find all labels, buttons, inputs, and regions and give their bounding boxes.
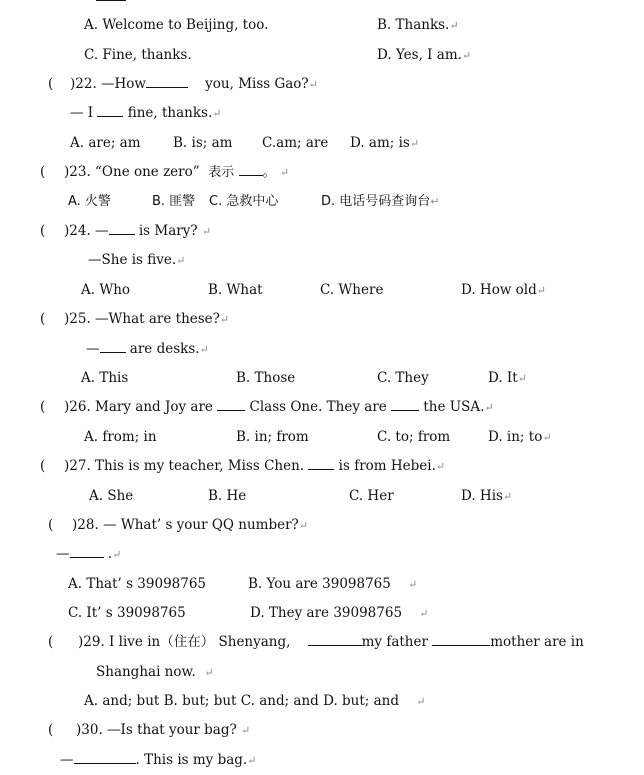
return-mark: ↵	[449, 19, 459, 32]
q24-option-b: B. What	[208, 282, 263, 298]
return-mark: ↵	[279, 166, 290, 179]
q25-reply: — are desks.↵	[86, 341, 209, 357]
q28-option-a: A. That’ s 39098765	[68, 576, 207, 592]
q29-blank-2	[432, 633, 490, 646]
q24-option-a: A. Who	[81, 282, 131, 298]
q29-blank-1	[308, 633, 362, 646]
return-mark: ↵	[409, 137, 420, 150]
q28-stem: )28. — What’ s your QQ number?↵	[72, 517, 309, 533]
q27-option-c: C. Her	[349, 488, 394, 504]
return-mark: ↵	[176, 254, 186, 267]
q23-option-c: C. 急救中心	[209, 194, 279, 209]
q29-paren: (	[48, 634, 54, 650]
q28-paren: (	[48, 517, 54, 533]
q24-stem: )24. — is Mary? ↵	[64, 223, 212, 239]
q26-option-a: A. from; in	[84, 429, 157, 445]
q23-option-b: B. 匪警	[152, 194, 196, 209]
q22-paren: (	[48, 76, 54, 92]
q25-paren: (	[40, 311, 46, 327]
return-mark: ↵	[502, 490, 513, 503]
q22-stem: )22. —How you, Miss Gao?↵	[70, 76, 318, 92]
return-mark: ↵	[416, 695, 426, 708]
q27-option-d: D. His↵	[461, 488, 513, 504]
q25-option-d: D. It↵	[488, 370, 527, 386]
return-mark: ↵	[201, 225, 212, 238]
q22-option-c: C.am; are	[262, 135, 329, 151]
q25-stem: )25. —What are these?↵	[64, 311, 230, 327]
return-mark: ↵	[536, 284, 546, 297]
q29-options: A. and; but B. but; but C. and; and D. but; and ↵	[84, 693, 426, 709]
return-mark: ↵	[484, 401, 494, 414]
q21-option-d: D. Yes, I am.↵	[377, 47, 472, 63]
q21-option-a: A. Welcome to Beijing, too.	[84, 17, 269, 33]
q30-blank	[74, 751, 136, 764]
return-mark: ↵	[212, 107, 222, 120]
q28-reply: — .↵	[56, 546, 122, 562]
q22-option-a: A. are; am	[70, 135, 141, 151]
q26-blank-1	[217, 398, 245, 411]
return-mark: ↵	[199, 343, 209, 356]
q26-option-c: C. to; from	[377, 429, 451, 445]
return-mark: ↵	[112, 548, 122, 561]
q23-paren: (	[40, 164, 46, 180]
q23-option-d: D. 电话号码查询台↵	[321, 194, 440, 209]
q30-paren: (	[48, 722, 54, 738]
q23-blank	[239, 163, 263, 176]
q27-option-b: B. He	[208, 488, 247, 504]
q22-reply: — I fine, thanks.↵	[70, 105, 222, 121]
return-mark: ↵	[204, 666, 214, 679]
top-blank-fragment	[96, 0, 126, 1]
q27-option-a: A. She	[89, 488, 134, 504]
return-mark: ↵	[298, 519, 309, 532]
return-mark: ↵	[435, 460, 446, 473]
q29-stem: )29. I live in（住在） Shenyang, my father mother are in	[78, 634, 584, 650]
q25-option-c: C. They	[377, 370, 429, 386]
q26-option-d: D. in; to↵	[488, 429, 552, 445]
q29-stem-continued: Shanghai now. ↵	[96, 664, 214, 680]
return-mark: ↵	[430, 195, 440, 208]
q22-option-d: D. am; is↵	[350, 135, 420, 151]
q28-option-b: B. You are 39098765 ↵	[248, 576, 418, 592]
q28-option-c: C. It’ s 39098765	[68, 605, 186, 621]
q24-reply: —She is five.↵	[88, 252, 186, 268]
q27-stem: )27. This is my teacher, Miss Chen. is from Hebei.↵	[64, 458, 446, 474]
q28-option-d: D. They are 39098765 ↵	[250, 605, 429, 621]
return-mark: ↵	[247, 754, 257, 767]
return-mark: ↵	[308, 78, 318, 91]
q24-blank	[109, 222, 135, 235]
q26-option-b: B. in; from	[236, 429, 309, 445]
q28-blank	[70, 545, 104, 558]
q24-option-d: D. How old↵	[461, 282, 546, 298]
q30-stem: )30. —Is that your bag? ↵	[76, 722, 251, 738]
q25-option-b: B. Those	[236, 370, 296, 386]
return-mark: ↵	[517, 372, 527, 385]
q22-blank	[146, 75, 188, 88]
q30-reply: — . This is my bag.↵	[60, 752, 257, 768]
return-mark: ↵	[419, 607, 429, 620]
q22-option-b: B. is; am	[173, 135, 233, 151]
q22-reply-blank	[97, 104, 123, 117]
q27-blank	[308, 457, 334, 470]
q26-stem: )26. Mary and Joy are Class One. They are the USA.↵	[64, 399, 494, 415]
q23-option-a: A. 火警	[68, 194, 111, 209]
q25-blank	[100, 340, 126, 353]
q26-paren: (	[40, 399, 46, 415]
q21-option-b: B. Thanks.↵	[377, 17, 459, 33]
q24-paren: (	[40, 223, 46, 239]
return-mark: ↵	[542, 431, 552, 444]
q24-option-c: C. Where	[320, 282, 384, 298]
q25-option-a: A. This	[81, 370, 129, 386]
q21-option-c: C. Fine, thanks.	[84, 47, 192, 63]
return-mark: ↵	[408, 578, 418, 591]
q23-stem: )23. “One one zero” 表示 。 ↵	[64, 164, 290, 180]
return-mark: ↵	[219, 313, 230, 326]
q26-blank-2	[391, 398, 419, 411]
q27-paren: (	[40, 458, 46, 474]
return-mark: ↵	[241, 724, 251, 737]
return-mark: ↵	[461, 49, 472, 62]
